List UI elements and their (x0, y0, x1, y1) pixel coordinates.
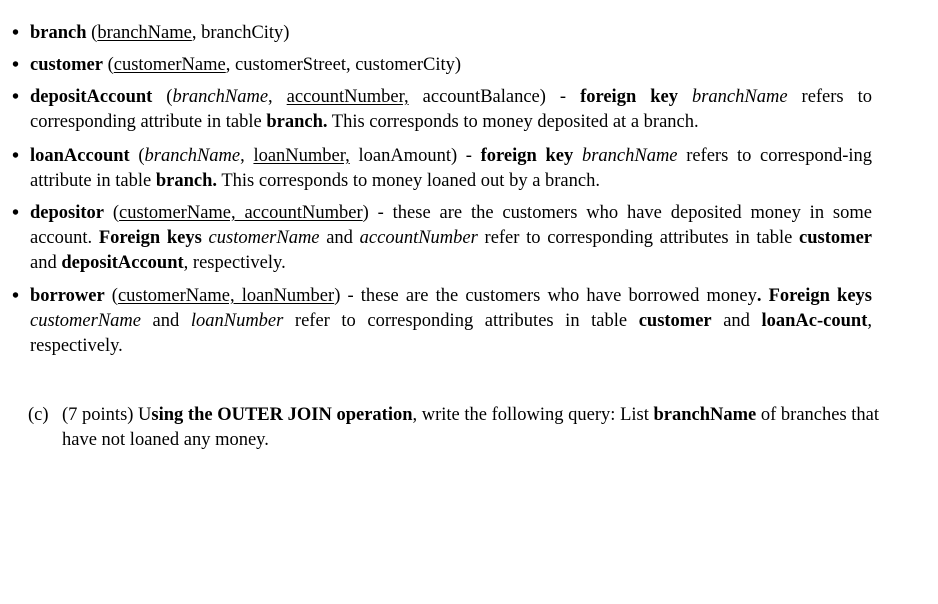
text-run (678, 87, 692, 107)
table-name: customer (30, 55, 103, 75)
text-run: refer to corresponding attributes in table (283, 311, 639, 331)
foreign-key-label: . Foreign keys (756, 286, 872, 306)
bullet-mark: • (12, 54, 20, 76)
text-run: loanAmount) - (349, 146, 481, 166)
text-run: ) - these are the customers who have borrowed money (334, 286, 757, 306)
list-item-text (30, 53, 872, 78)
list-item-text (30, 21, 872, 46)
bullet-mark: • (12, 285, 20, 307)
text-run: , respectively. (183, 253, 286, 273)
foreign-key-attr: branchName (691, 87, 788, 107)
text-run: , (268, 87, 287, 107)
primary-key: accountNumber, (286, 87, 409, 107)
foreign-key-label: foreign key (580, 87, 678, 107)
foreign-key-attr: accountNumber (359, 228, 478, 248)
foreign-key-attr: branchName (172, 87, 269, 107)
referenced-table: branch. (266, 112, 328, 132)
referenced-table: loanAc-count (761, 311, 868, 331)
text-run: ( (86, 23, 98, 43)
table-name: borrower (30, 286, 105, 306)
text-run: ( (104, 203, 120, 223)
list-item-text (30, 201, 872, 276)
question-text (62, 403, 913, 453)
question-label: (c) (28, 405, 49, 425)
referenced-table: depositAccount (61, 253, 184, 273)
question-emphasis: sing the OUTER JOIN operation (151, 405, 413, 425)
question-points: (7 points) U (62, 405, 152, 425)
text-run: , (240, 146, 254, 166)
text-run: This corresponds to money deposited at a branch. (327, 112, 699, 132)
bullet-mark: • (12, 145, 20, 167)
text-run: This corresponds to money loaned out by a branch. (217, 171, 600, 191)
text-run (202, 228, 209, 248)
list-item-text (30, 284, 872, 359)
text-run: ( (104, 286, 118, 306)
foreign-key-label: Foreign keys (98, 228, 202, 248)
referenced-table: customer (799, 228, 872, 248)
referenced-table: customer (638, 311, 712, 331)
list-item-text (30, 144, 872, 194)
text-run: and (140, 311, 191, 331)
table-name: depositAccount (30, 87, 153, 107)
text-run: refers to corresponding attribute in table (30, 87, 873, 132)
primary-key: customerName, loanNumber (117, 286, 335, 306)
primary-key: customerName, accountNumber (119, 203, 363, 223)
bullet-mark: • (12, 22, 20, 44)
text-run: ( (102, 55, 114, 75)
table-name: loanAccount (30, 146, 130, 166)
text-run: , branchCity) (191, 23, 290, 43)
table-name: depositor (30, 203, 104, 223)
referenced-table: branch. (155, 171, 218, 191)
text-run: ( (152, 87, 173, 107)
bullet-mark: • (12, 86, 20, 108)
text-run: ( (129, 146, 145, 166)
foreign-key-attr: branchName (581, 146, 678, 166)
text-run: of branches that have not loaned any money. (62, 405, 880, 450)
bullet-mark: • (12, 202, 20, 224)
primary-key: branchName (97, 23, 192, 43)
question-attribute: branchName (653, 405, 757, 425)
text-run: refer to corresponding attributes in table (477, 228, 800, 248)
table-name: branch (30, 23, 87, 43)
text-run: and (30, 253, 62, 273)
text-run: , write the following query: List (412, 405, 654, 425)
list-item-text (30, 85, 872, 135)
foreign-key-attr: customerName (30, 311, 141, 331)
text-run: and (319, 228, 360, 248)
foreign-key-attr: loanNumber (190, 311, 284, 331)
text-run: , customerStreet, customerCity) (225, 55, 462, 75)
primary-key: customerName (113, 55, 226, 75)
text-run: and (711, 311, 762, 331)
text-run: accountBalance) - (408, 87, 581, 107)
primary-key: loanNumber, (253, 146, 350, 166)
text-run (573, 146, 582, 166)
foreign-key-label: foreign key (480, 146, 574, 166)
text-run: refers to correspond-ing attribute in table (30, 146, 873, 191)
text-run: ) - these are the customers who have deposited money in some account. (30, 203, 872, 248)
foreign-key-attr: customerName (208, 228, 320, 248)
foreign-key-attr: branchName (144, 146, 241, 166)
text-run: , respectively. (30, 311, 872, 356)
